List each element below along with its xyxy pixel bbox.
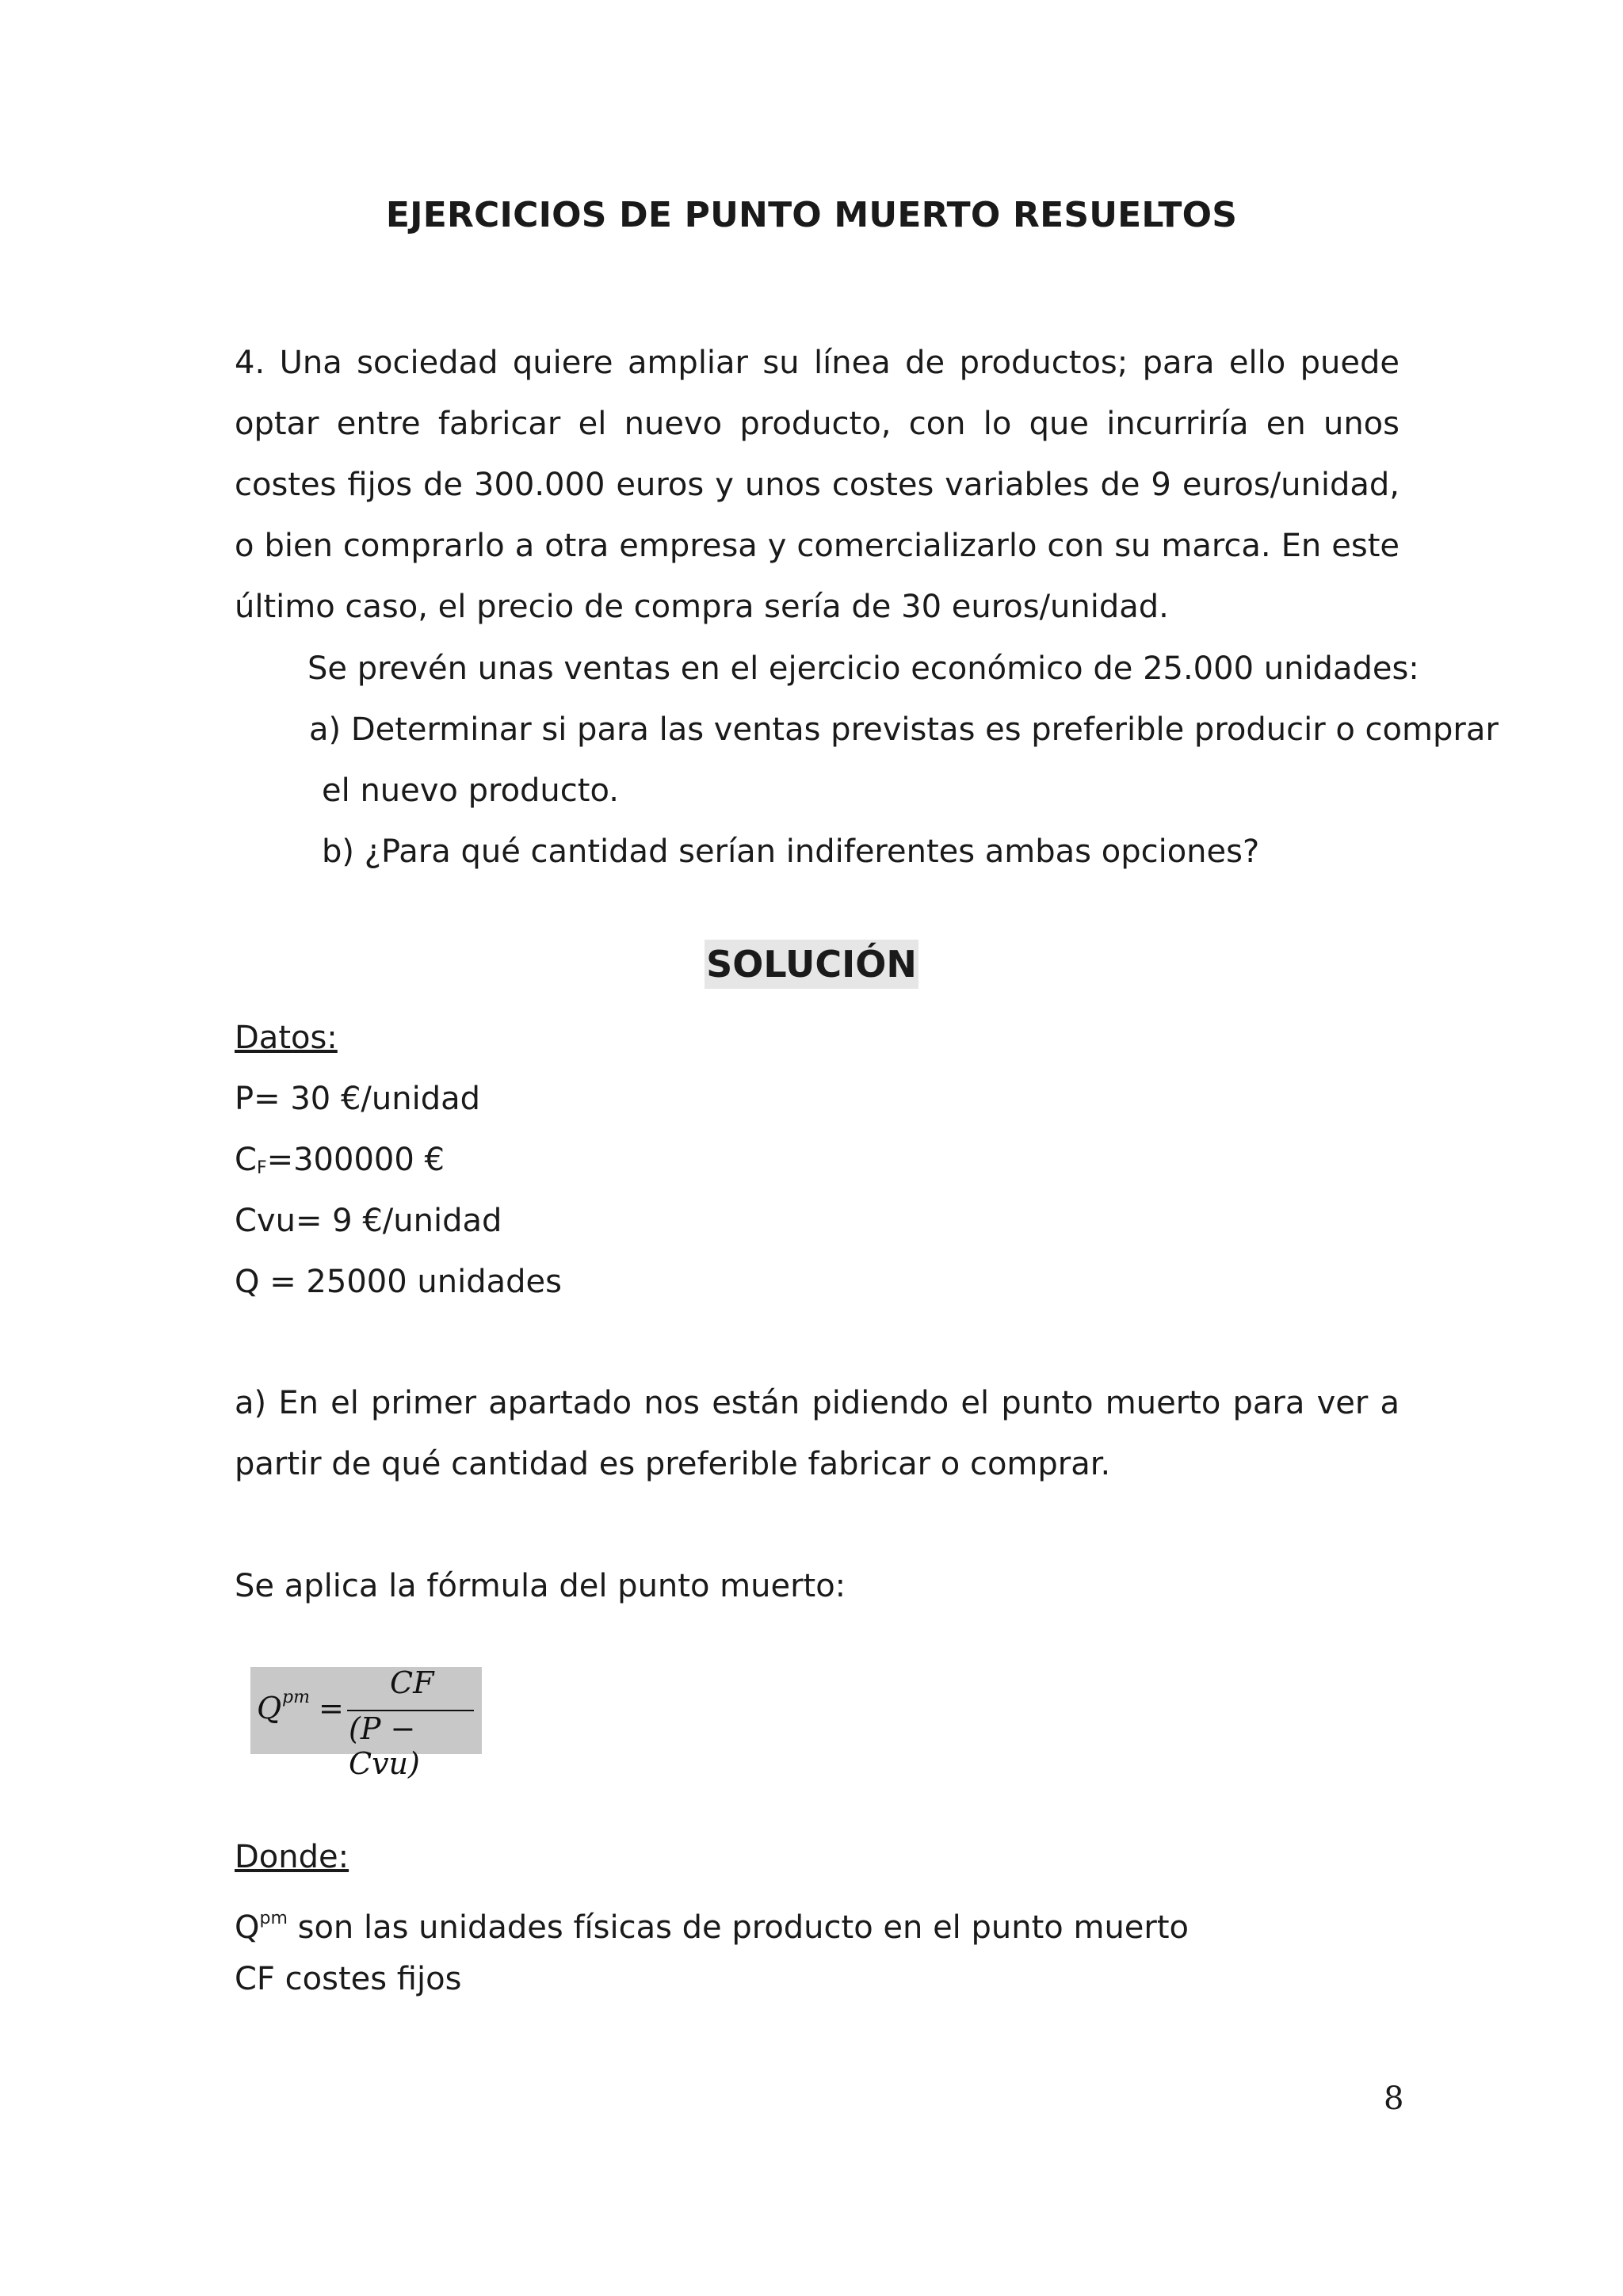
question-a-line2: el nuevo producto. [322, 772, 619, 809]
cf-subscript: F [256, 1158, 267, 1178]
qpm-description: son las unidades físicas de producto en el punto muerto [287, 1909, 1189, 1946]
solution-heading-text: SOLUCIÓN [705, 940, 918, 989]
formula-numerator: CF [390, 1665, 434, 1700]
donde-label: Donde: [235, 1839, 349, 1875]
solution-heading [0, 943, 1623, 986]
page-title: EJERCICIOS DE PUNTO MUERTO RESUELTOS [385, 195, 1238, 235]
definition-qpm [235, 1888, 1189, 1958]
forecast-text: Se prevén unas ventas en el ejercicio económico de 25.000 unidades: [307, 650, 1419, 687]
datos-label: Datos: [235, 1020, 338, 1056]
page-number: 8 [1384, 2081, 1404, 2117]
cf-prefix: C [235, 1142, 257, 1178]
formula-lhs-superscript: pm [282, 1688, 310, 1707]
problem-statement: 4. Una sociedad quiere ampliar su línea de productos; para ello puede optar entre fabricar el nuevo producto, con lo que incurriría en unos costes fijos de 300.000 euros y unos costes variables de 9 euros/unidad, o bien comprarlo a otra empresa y comercializarlo con su marca. En este último caso, el precio de compra sería de 30 euros/unidad. [235, 345, 1400, 625]
dato-precio: P= 30 €/unidad [235, 1081, 480, 1117]
formula-equals: = [319, 1691, 344, 1726]
formula-lhs: Q [257, 1691, 282, 1726]
question-b: b) ¿Para qué cantidad serían indiferentes ambas opciones? [322, 833, 1260, 870]
formula-denominator: (P − Cvu) [349, 1711, 420, 1781]
dato-costes-fijos [235, 1130, 445, 1199]
question-a-line1: a) Determinar si para las ventas previstas es preferible producir o comprar [309, 711, 1499, 748]
qpm-symbol: Q [235, 1909, 260, 1946]
qpm-superscript: pm [259, 1909, 288, 1928]
definition-cf: CF costes fijos [235, 1961, 462, 1997]
break-even-formula [250, 1665, 482, 1781]
formula-intro: Se aplica la fórmula del punto muerto: [235, 1568, 846, 1604]
dato-cvu: Cvu= 9 €/unidad [235, 1203, 502, 1239]
part-a-text: a) En el primer apartado nos están pidiendo el punto muerto para ver a partir de qué cantidad es preferible fabricar o comprar. [235, 1385, 1400, 1482]
dato-cantidad: Q = 25000 unidades [235, 1264, 562, 1300]
cf-value: =300000 € [266, 1142, 445, 1178]
